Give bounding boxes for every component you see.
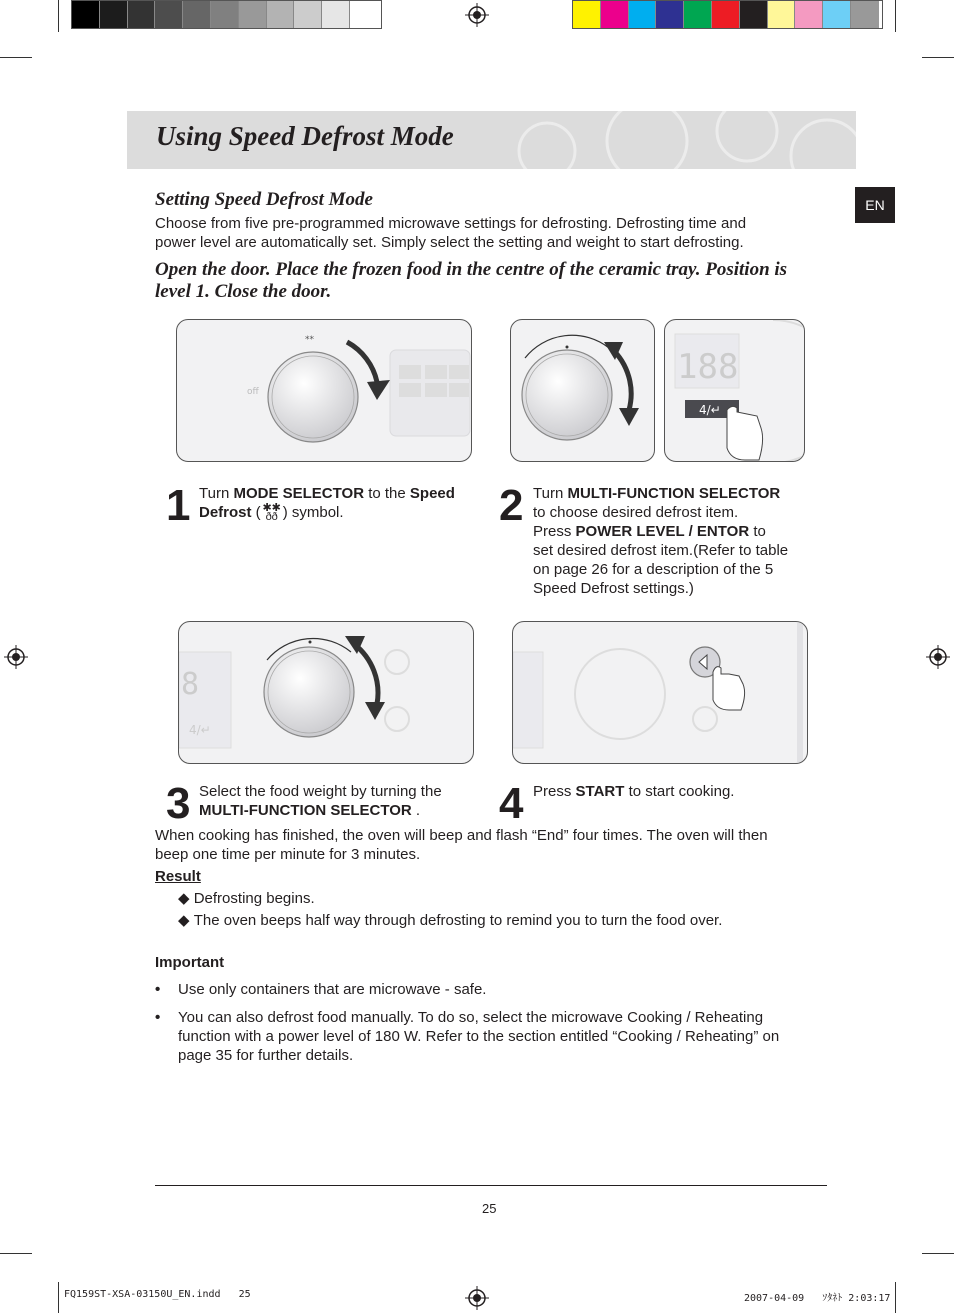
result-item: ◆ Defrosting begins. <box>178 890 315 907</box>
illustration-weight-selector <box>178 621 474 764</box>
diamond-bullet-icon: ◆ <box>178 890 190 907</box>
speed-defrost-symbol-icon: ✱✱ ðð <box>262 502 281 524</box>
registration-mark-icon <box>465 1286 489 1310</box>
step-3-text: Select the food weight by turning the MULTI-FUNCTION SELECTOR . <box>199 783 442 819</box>
step-number: 2 <box>499 481 524 530</box>
step-2-text: Turn MULTI-FUNCTION SELECTOR to choose desired defrost item. Press POWER LEVEL / ENTOR to set desired defrost item.(Refer to table on page 26 for a description of the 5 Speed Defrost settings.) <box>533 485 789 597</box>
footer-file-info: FQ159ST-XSA-03150U_EN.indd 25 <box>64 1289 251 1300</box>
crop-mark <box>922 1253 954 1254</box>
crop-mark <box>0 1253 32 1254</box>
svg-text:8: 8 <box>181 667 200 702</box>
svg-text:4/↵: 4/↵ <box>189 723 211 737</box>
page-header <box>127 111 856 169</box>
registration-mark-icon <box>926 645 950 669</box>
grayscale-bar <box>71 0 382 29</box>
step-4-text: Press START to start cooking. <box>533 783 735 800</box>
footer-rule <box>155 1185 827 1186</box>
important-item: Use only containers that are microwave - safe. <box>178 981 487 998</box>
step-number: 3 <box>166 779 191 828</box>
crop-mark <box>58 0 59 32</box>
illustration-start-button <box>512 621 808 764</box>
tomato-watermark-icon <box>507 111 856 169</box>
start-button-icon <box>513 622 808 764</box>
illustration-multi-function-dial <box>510 319 655 462</box>
diamond-bullet-icon: ◆ <box>178 912 190 929</box>
color-bar <box>572 0 883 29</box>
crop-mark <box>0 57 32 58</box>
section-subtitle: Setting Speed Defrost Mode <box>155 189 373 210</box>
svg-text:off: off <box>247 387 259 397</box>
svg-text:188: 188 <box>677 347 739 387</box>
crop-mark <box>895 0 896 32</box>
svg-text:**: ** <box>305 335 314 345</box>
bullet-icon: • <box>155 981 161 998</box>
page-title: Using Speed Defrost Mode <box>156 121 454 151</box>
illustration-power-level-button <box>664 319 805 462</box>
crop-mark <box>58 1282 59 1313</box>
registration-mark-icon <box>465 3 489 27</box>
important-item: You can also defrost food manually. To do so, select the microwave Cooking / Reheating function with a power level of 180 W. Refer to the section entitled “Cooking / Reheating” on page 35 for further details. <box>178 1009 780 1064</box>
crop-mark <box>895 1282 896 1313</box>
step-number: 4 <box>499 779 524 828</box>
weight-selector-dial-icon <box>179 622 474 764</box>
page-number: 25 <box>482 1201 497 1216</box>
step-number: 1 <box>166 481 191 530</box>
important-heading: Important <box>155 954 225 971</box>
step-1-text: Turn MODE SELECTOR to the Speed Defrost ( ✱✱ ðð ) symbol. <box>199 485 455 524</box>
result-item: ◆ The oven beeps half way through defrosting to remind you to turn the food over. <box>178 912 723 929</box>
bullet-icon: • <box>155 1009 161 1026</box>
footer-timestamp: 2007-04-09 ｿﾀﾈﾄ 2:03:17 <box>744 1293 891 1304</box>
mode-selector-dial-icon <box>177 320 472 462</box>
crop-mark <box>922 57 954 58</box>
svg-text:4/↵: 4/↵ <box>699 403 721 417</box>
multi-function-dial-icon <box>511 320 655 462</box>
power-level-button-icon <box>665 320 805 462</box>
illustration-mode-selector <box>176 319 472 462</box>
instruction-text: Open the door. Place the frozen food in the centre of the ceramic tray. Position is level 1. Close the door. <box>155 259 788 302</box>
registration-mark-icon <box>4 645 28 669</box>
language-tab: EN <box>855 187 895 223</box>
result-heading: Result <box>155 868 201 885</box>
intro-text: Choose from five pre-programmed microwave settings for defrosting. Defrosting time and power level are automatically set. Simply select the setting and weight to start defrosting. <box>155 215 747 251</box>
finish-text: When cooking has finished, the oven will beep and flash “End” four times. The oven will then beep one time per minute for 3 minutes. <box>155 827 768 863</box>
